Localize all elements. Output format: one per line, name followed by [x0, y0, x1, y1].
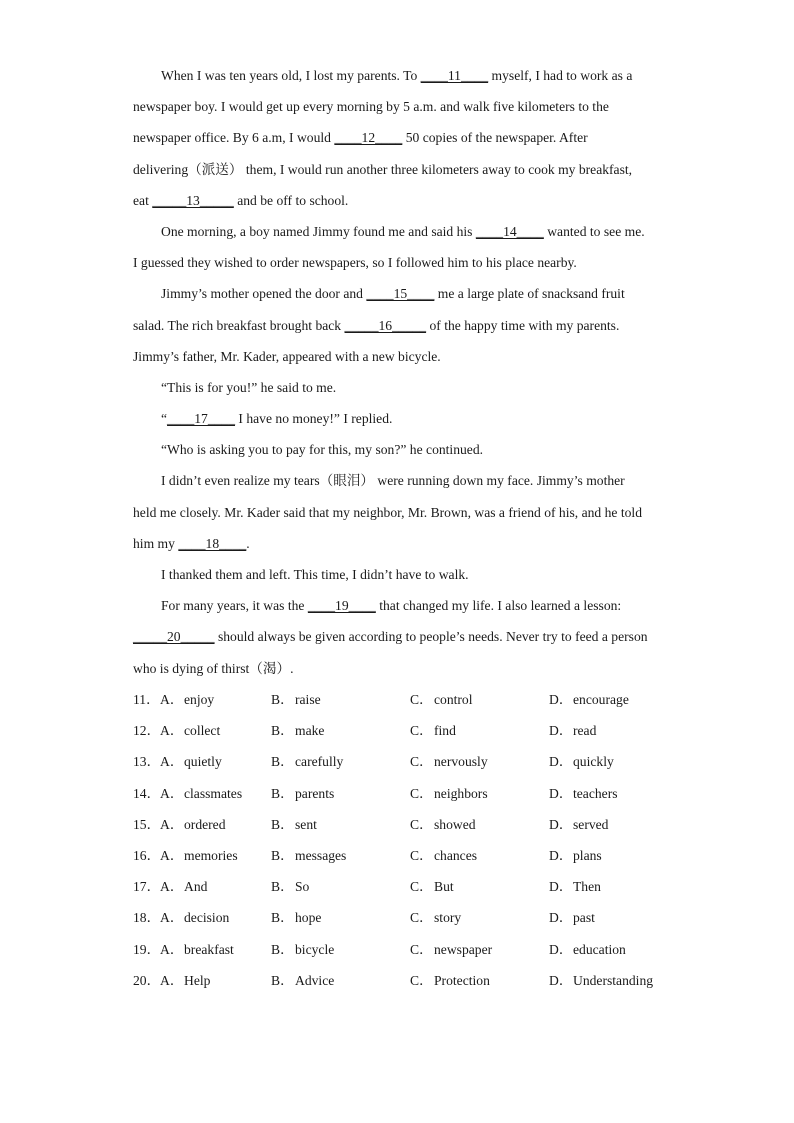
option-text: Protection	[434, 972, 490, 988]
option-letter: C．	[410, 910, 433, 926]
option-letter: C．	[410, 723, 433, 739]
passage-line	[133, 312, 668, 343]
option-letter: D．	[549, 723, 573, 739]
passage-text: 50 copies of the newspaper. After	[402, 130, 588, 146]
passage-line	[133, 561, 668, 592]
passage-line	[133, 93, 668, 124]
passage-text: salad. The rich breakfast brought back	[133, 317, 345, 333]
passage-text: myself, I had to work as a	[488, 68, 633, 83]
option-text: parents	[295, 785, 335, 801]
option-letter: B．	[271, 910, 294, 926]
option-letter: A．	[160, 754, 184, 770]
option-b	[271, 873, 309, 901]
option-text: Then	[573, 879, 601, 895]
option-letter: C．	[410, 941, 433, 957]
option-text: find	[434, 723, 456, 739]
option-d	[549, 748, 614, 776]
option-letter: B．	[271, 692, 294, 707]
option-letter: D．	[549, 972, 573, 988]
option-c	[410, 811, 476, 839]
option-d	[549, 717, 596, 745]
option-b	[271, 780, 334, 808]
question-row	[133, 967, 673, 998]
option-text: decision	[184, 910, 230, 926]
question-row	[133, 811, 673, 842]
option-text: plans	[573, 847, 602, 863]
passage-text: For many years, it was the	[161, 598, 308, 614]
option-text: memories	[184, 847, 238, 863]
question-number: 11．	[133, 692, 160, 707]
passage-text: newspaper boy. I would get up every morning by 5 a.m. and walk five kilometers to the	[133, 99, 609, 115]
option-text: bicycle	[295, 941, 335, 957]
option-letter: D．	[549, 910, 573, 926]
option-text: And	[184, 879, 208, 895]
option-a	[160, 842, 238, 870]
option-letter: D．	[549, 879, 573, 895]
option-b	[271, 904, 321, 932]
option-d	[549, 904, 595, 932]
question-row	[133, 904, 673, 935]
passage-line	[133, 623, 668, 654]
option-letter: C．	[410, 754, 433, 770]
option-text: Advice	[295, 972, 335, 988]
passage-line	[133, 592, 668, 623]
passage-line	[133, 499, 668, 530]
option-text: Help	[184, 972, 211, 988]
option-b	[271, 811, 317, 839]
option-d	[549, 967, 653, 995]
option-letter: A．	[160, 847, 184, 863]
option-letter: A．	[160, 972, 184, 988]
option-letter: B．	[271, 941, 294, 957]
option-text: sent	[295, 816, 317, 832]
option-letter: D．	[549, 941, 573, 957]
option-b	[271, 748, 343, 776]
option-c	[410, 967, 490, 995]
option-text: quickly	[573, 754, 614, 770]
option-b	[271, 936, 334, 964]
option-a	[160, 686, 214, 714]
question-row	[133, 936, 673, 967]
question-number: 19．	[133, 941, 161, 957]
question-row	[133, 780, 673, 811]
passage-text: Jimmy’s mother opened the door and	[161, 286, 367, 302]
passage-line	[133, 374, 668, 405]
option-letter: C．	[410, 692, 433, 707]
answer-blank: _____13_____	[152, 192, 234, 208]
option-c	[410, 904, 461, 932]
option-a	[160, 967, 210, 995]
passage-text: should always be given according to people’s needs. Never try to feed a person	[214, 629, 648, 645]
passage-line	[133, 436, 668, 467]
answer-blank: _____16_____	[344, 317, 427, 333]
passage-text: of the happy time with my parents.	[426, 317, 620, 333]
option-a	[160, 936, 234, 964]
option-c	[410, 717, 456, 745]
option-letter: C．	[410, 847, 433, 863]
answer-blank: ____19____	[307, 598, 376, 614]
option-a	[160, 748, 222, 776]
passage-text: “This is for you!” he said to me.	[161, 379, 337, 395]
answer-blank: ____18____	[178, 535, 247, 551]
option-letter: A．	[160, 879, 184, 895]
passage-text: I thanked them and left. This time, I didn’t have to walk.	[161, 567, 469, 582]
option-text: collect	[184, 723, 221, 739]
answer-blank: ____11____	[420, 68, 489, 83]
option-letter: B．	[271, 723, 294, 739]
option-d	[549, 780, 618, 808]
question-row	[133, 717, 673, 748]
cloze-passage	[133, 62, 668, 686]
answer-blank: _____20_____	[133, 629, 215, 645]
question-row	[133, 686, 673, 717]
option-letter: D．	[549, 692, 573, 707]
option-letter: A．	[160, 816, 184, 832]
option-letter: B．	[271, 754, 294, 770]
passage-line	[133, 405, 668, 436]
answer-blank: ____12____	[334, 130, 403, 146]
passage-text: delivering（派送） them, I would run another three kilometers away to cook my breakfast,	[133, 161, 633, 177]
passage-text: eat	[133, 192, 153, 208]
option-letter: A．	[160, 723, 184, 739]
passage-text: “Who is asking you to pay for this, my son?” he continued.	[161, 442, 484, 458]
option-text: nervously	[434, 754, 488, 770]
passage-line	[133, 218, 668, 249]
passage-line	[133, 124, 668, 155]
passage-text: who is dying of thirst（渴）.	[133, 660, 294, 676]
passage-text: newspaper office. By 6 a.m, I would	[133, 130, 335, 146]
passage-text: When I was ten years old, I lost my parents. To	[161, 68, 421, 83]
option-a	[160, 873, 207, 901]
option-letter: C．	[410, 816, 433, 832]
passage-text: and be off to school.	[233, 192, 349, 208]
passage-line	[133, 156, 668, 187]
question-row	[133, 873, 673, 904]
option-letter: B．	[271, 785, 294, 801]
passage-text: him my	[133, 535, 179, 551]
passage-line	[133, 343, 668, 374]
question-number: 12．	[133, 723, 161, 739]
option-text: make	[295, 723, 325, 739]
question-number: 16．	[133, 847, 161, 863]
option-text: hope	[295, 910, 322, 926]
option-d	[549, 811, 608, 839]
passage-line	[133, 280, 668, 311]
option-d	[549, 873, 601, 901]
option-c	[410, 842, 477, 870]
passage-text: wanted to see me.	[543, 223, 645, 239]
option-d	[549, 936, 626, 964]
option-text: chances	[434, 847, 478, 863]
option-letter: B．	[271, 847, 294, 863]
answer-blank: ____14____	[475, 223, 544, 239]
passage-line	[133, 655, 668, 686]
option-d	[549, 842, 602, 870]
option-c	[410, 873, 454, 901]
option-letter: D．	[549, 847, 573, 863]
option-letter: A．	[160, 785, 184, 801]
passage-text: I guessed they wished to order newspapers, so I followed him to his place nearby.	[133, 255, 577, 271]
passage-text: Jimmy’s father, Mr. Kader, appeared with a new bicycle.	[133, 348, 441, 364]
option-text: control	[434, 692, 473, 707]
passage-text: held me closely. Mr. Kader said that my neighbor, Mr. Brown, was a friend of his, and he told	[133, 504, 642, 520]
answer-blank: ____17____	[167, 411, 236, 427]
passage-text: I didn’t even realize my tears（眼泪） were running down my face. Jimmy’s mother	[161, 473, 625, 489]
option-text: enjoy	[184, 692, 215, 707]
passage-text: “	[161, 411, 168, 427]
option-b	[271, 686, 321, 714]
question-number: 13．	[133, 754, 161, 770]
passage-line	[133, 467, 668, 498]
option-text: showed	[434, 816, 476, 832]
option-c	[410, 936, 492, 964]
option-a	[160, 904, 229, 932]
option-letter: D．	[549, 754, 573, 770]
option-text: So	[295, 879, 310, 895]
question-number: 17．	[133, 879, 161, 895]
option-text: story	[434, 910, 462, 926]
passage-text: .	[246, 535, 250, 551]
passage-text: that changed my life. I also learned a lesson:	[375, 598, 622, 614]
option-letter: B．	[271, 879, 294, 895]
option-letter: B．	[271, 972, 294, 988]
question-row	[133, 842, 673, 873]
option-b	[271, 842, 346, 870]
option-c	[410, 748, 488, 776]
option-c	[410, 686, 473, 714]
option-b	[271, 967, 334, 995]
option-a	[160, 717, 220, 745]
option-letter: A．	[160, 692, 184, 707]
option-text: But	[434, 879, 454, 895]
option-text: carefully	[295, 754, 344, 770]
question-number: 20．	[133, 972, 161, 988]
option-letter: A．	[160, 910, 184, 926]
option-text: encourage	[573, 692, 629, 707]
option-a	[160, 780, 242, 808]
option-text: quietly	[184, 754, 222, 770]
option-letter: A．	[160, 941, 184, 957]
option-text: past	[573, 910, 595, 926]
option-text: Understanding	[573, 972, 654, 988]
passage-line	[133, 249, 668, 280]
option-d	[549, 686, 629, 714]
option-letter: C．	[410, 879, 433, 895]
question-number: 15．	[133, 816, 161, 832]
option-letter: D．	[549, 816, 573, 832]
option-a	[160, 811, 226, 839]
passage-line	[133, 62, 668, 93]
option-text: served	[573, 816, 609, 832]
passage-text: I have no money!” I replied.	[235, 411, 393, 427]
question-row	[133, 748, 673, 779]
option-letter: C．	[410, 972, 433, 988]
option-text: raise	[295, 692, 321, 707]
option-text: neighbors	[434, 785, 488, 801]
option-text: read	[573, 723, 597, 739]
question-number: 18．	[133, 910, 161, 926]
option-c	[410, 780, 488, 808]
option-letter: B．	[271, 816, 294, 832]
option-text: ordered	[184, 816, 226, 832]
option-text: messages	[295, 847, 347, 863]
option-letter: C．	[410, 785, 433, 801]
option-b	[271, 717, 324, 745]
question-number: 14．	[133, 785, 161, 801]
option-text: newspaper	[434, 941, 493, 957]
passage-text: One morning, a boy named Jimmy found me and said his	[161, 223, 476, 239]
passage-text: me a large plate of snacksand fruit	[434, 286, 625, 302]
option-text: teachers	[573, 785, 618, 801]
option-text: education	[573, 941, 626, 957]
passage-line	[133, 530, 668, 561]
option-letter: D．	[549, 785, 573, 801]
answer-options	[133, 686, 673, 998]
option-text: classmates	[184, 785, 243, 801]
option-text: breakfast	[184, 941, 234, 957]
answer-blank: ____15____	[366, 286, 435, 302]
passage-line	[133, 187, 668, 218]
